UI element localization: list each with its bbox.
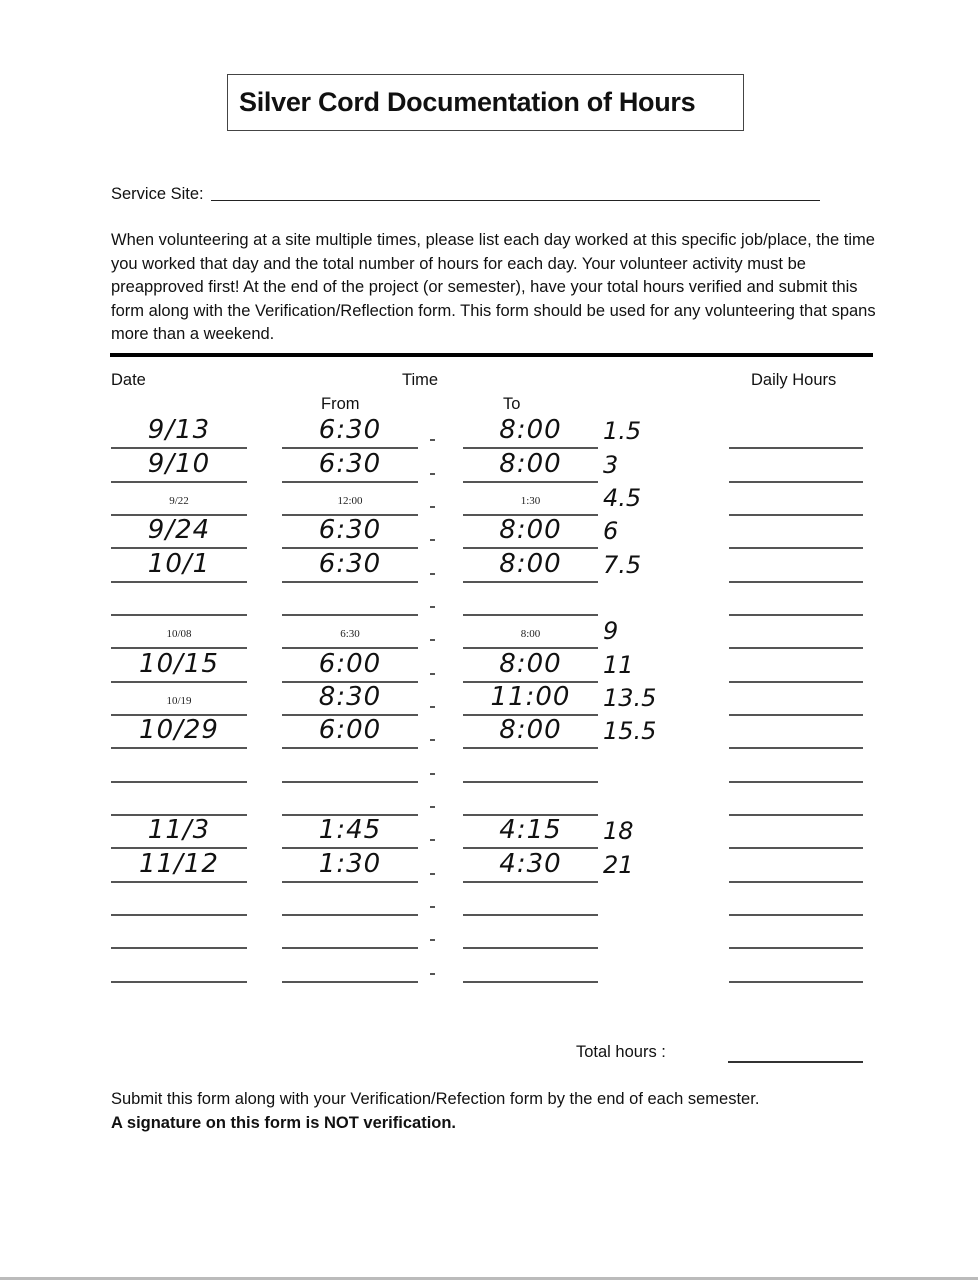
to-field-line[interactable] xyxy=(463,747,598,749)
date-value: 11/12 xyxy=(139,849,219,879)
running-total-value: 15.5 xyxy=(603,717,657,745)
time-separator xyxy=(430,706,435,708)
running-total-value: 7.5 xyxy=(603,551,642,579)
from-field-line[interactable] xyxy=(282,881,418,883)
from-time-value: 8:30 xyxy=(318,682,382,712)
footer-instruction: Submit this form along with your Verification/Refection form by the end of each semester. xyxy=(111,1090,760,1108)
daily-hours-field[interactable] xyxy=(729,947,863,949)
section-divider xyxy=(110,353,873,357)
date-field-line[interactable] xyxy=(111,681,247,683)
service-site-field[interactable] xyxy=(211,200,820,201)
from-time-value: 6:30 xyxy=(318,415,382,445)
from-field-line[interactable] xyxy=(282,614,418,616)
date-value: 9/13 xyxy=(147,415,211,445)
date-value: 10/19 xyxy=(166,695,192,707)
time-separator xyxy=(430,739,435,741)
to-time-value: 8:00 xyxy=(499,515,562,545)
running-total-value: 11 xyxy=(603,651,634,679)
to-field-line[interactable] xyxy=(463,881,598,883)
from-field-line[interactable] xyxy=(282,747,418,749)
daily-hours-field[interactable] xyxy=(729,647,863,649)
to-field-line[interactable] xyxy=(463,581,598,583)
daily-hours-field[interactable] xyxy=(729,614,863,616)
running-total-value: 9 xyxy=(603,617,619,645)
daily-hours-field[interactable] xyxy=(729,814,863,816)
to-time-value: 8:00 xyxy=(520,628,541,640)
daily-hours-field[interactable] xyxy=(729,481,863,483)
from-field-line[interactable] xyxy=(282,781,418,783)
running-total-value: 13.5 xyxy=(603,684,657,712)
daily-hours-field[interactable] xyxy=(729,681,863,683)
time-separator xyxy=(430,439,435,441)
to-time-value: 11:00 xyxy=(490,682,571,712)
date-value: 10/29 xyxy=(139,715,219,745)
header-time: Time xyxy=(402,371,439,389)
running-total-value: 3 xyxy=(603,451,619,479)
to-field-line[interactable] xyxy=(463,481,598,483)
time-separator xyxy=(430,573,435,575)
running-total-value: 4.5 xyxy=(603,484,642,512)
header-daily-hours: Daily Hours xyxy=(751,371,837,389)
date-field-line[interactable] xyxy=(111,581,247,583)
to-time-value: 8:00 xyxy=(499,649,562,679)
daily-hours-field[interactable] xyxy=(729,847,863,849)
date-field-line[interactable] xyxy=(111,614,247,616)
footer-warning: A signature on this form is NOT verification. xyxy=(111,1114,457,1132)
daily-hours-field[interactable] xyxy=(729,547,863,549)
time-separator xyxy=(430,839,435,841)
from-time-value: 6:30 xyxy=(318,515,382,545)
daily-hours-field[interactable] xyxy=(729,981,863,983)
to-time-value: 8:00 xyxy=(499,415,562,445)
running-total-value: 18 xyxy=(603,817,634,845)
date-value: 11/3 xyxy=(147,815,211,845)
from-time-value: 12:00 xyxy=(337,495,363,507)
date-field-line[interactable] xyxy=(111,947,247,949)
to-time-value: 4:30 xyxy=(499,849,562,879)
running-total-value: 21 xyxy=(603,851,634,879)
daily-hours-field[interactable] xyxy=(729,581,863,583)
time-separator xyxy=(430,606,435,608)
date-value: 10/1 xyxy=(147,549,211,579)
date-value: 10/08 xyxy=(166,628,192,640)
date-value: 9/10 xyxy=(147,449,211,479)
from-time-value: 6:00 xyxy=(318,649,382,679)
daily-hours-field[interactable] xyxy=(729,514,863,516)
from-time-value: 6:00 xyxy=(318,715,382,745)
header-from: From xyxy=(321,395,360,413)
instructions-paragraph: When volunteering at a site multiple times, please list each day worked at this specific job/place, the time you worked that day and the total number of hours for each day. Your volunteer activity must be preapproved first! At the end of the project (or semester), have your total hours verified and submit this form along with the Verification/Reflection form. This form should be used for any volunteering that spans more than a weekend. xyxy=(111,231,876,344)
to-time-value: 8:00 xyxy=(499,549,562,579)
time-separator xyxy=(430,773,435,775)
to-field-line[interactable] xyxy=(463,781,598,783)
to-field-line[interactable] xyxy=(463,614,598,616)
daily-hours-field[interactable] xyxy=(729,714,863,716)
from-field-line[interactable] xyxy=(282,581,418,583)
daily-hours-field[interactable] xyxy=(729,881,863,883)
to-time-value: 8:00 xyxy=(499,449,562,479)
from-field-line[interactable] xyxy=(282,481,418,483)
time-separator xyxy=(430,973,435,975)
date-field-line[interactable] xyxy=(111,914,247,916)
from-field-line[interactable] xyxy=(282,947,418,949)
daily-hours-field[interactable] xyxy=(729,914,863,916)
time-separator xyxy=(430,506,435,508)
to-field-line[interactable] xyxy=(463,947,598,949)
daily-hours-field[interactable] xyxy=(729,781,863,783)
date-field-line[interactable] xyxy=(111,981,247,983)
service-site-label: Service Site: xyxy=(111,185,204,203)
from-time-value: 1:30 xyxy=(318,849,382,879)
date-value: 10/15 xyxy=(139,649,219,679)
to-time-value: 4:15 xyxy=(499,815,562,845)
total-hours-field[interactable] xyxy=(728,1061,863,1063)
time-separator xyxy=(430,806,435,808)
header-date: Date xyxy=(111,371,146,389)
time-separator xyxy=(430,906,435,908)
to-time-value: 1:30 xyxy=(520,495,541,507)
time-separator xyxy=(430,639,435,641)
from-time-value: 6:30 xyxy=(340,628,360,640)
time-separator xyxy=(430,539,435,541)
total-hours-label: Total hours : xyxy=(576,1043,666,1061)
to-field-line[interactable] xyxy=(463,981,598,983)
date-field-line[interactable] xyxy=(111,481,247,483)
time-separator xyxy=(430,873,435,875)
from-field-line[interactable] xyxy=(282,914,418,916)
daily-hours-field[interactable] xyxy=(729,447,863,449)
time-separator xyxy=(430,473,435,475)
from-time-value: 1:45 xyxy=(318,815,382,845)
time-separator xyxy=(430,673,435,675)
date-field-line[interactable] xyxy=(111,747,247,749)
date-value: 9/24 xyxy=(147,515,211,545)
date-value: 9/22 xyxy=(169,495,189,507)
from-field-line[interactable] xyxy=(282,981,418,983)
daily-hours-field[interactable] xyxy=(729,747,863,749)
to-field-line[interactable] xyxy=(463,914,598,916)
to-time-value: 8:00 xyxy=(499,715,562,745)
date-field-line[interactable] xyxy=(111,781,247,783)
from-time-value: 6:30 xyxy=(318,449,382,479)
date-field-line[interactable] xyxy=(111,881,247,883)
title-box xyxy=(227,74,744,131)
time-separator xyxy=(430,939,435,941)
running-total-value: 6 xyxy=(603,517,619,545)
header-to: To xyxy=(503,395,521,413)
running-total-value: 1.5 xyxy=(603,417,642,445)
from-time-value: 6:30 xyxy=(318,549,382,579)
page-title: Silver Cord Documentation of Hours xyxy=(239,87,696,117)
